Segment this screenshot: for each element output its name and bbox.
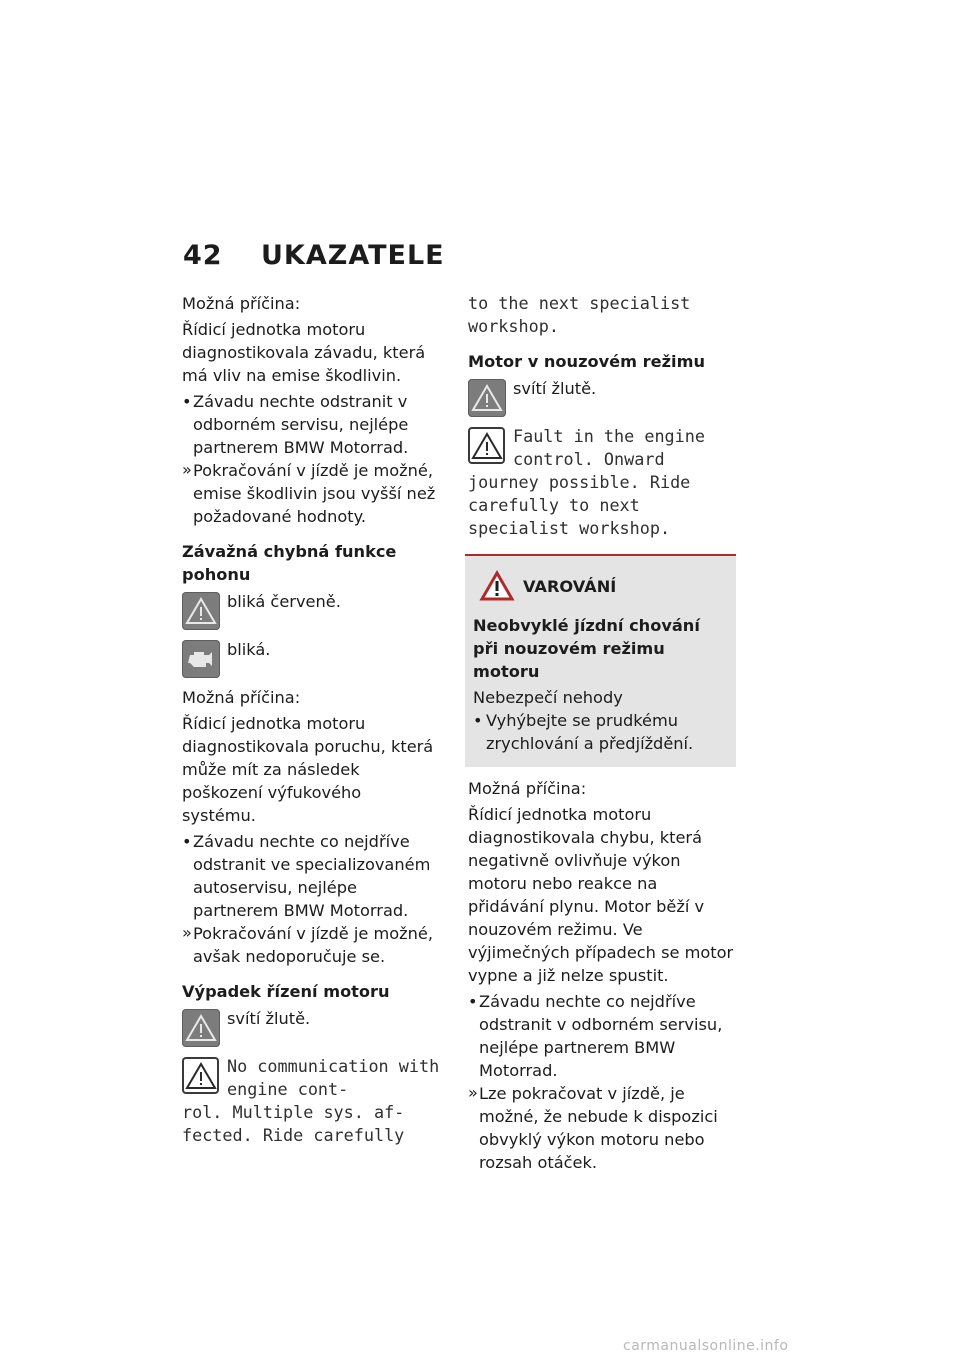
- warning-bullet: • Vyhýbejte se prudkému zrychlování a předjíždění.: [473, 709, 728, 755]
- section-heading: Výpadek řízení motoru: [182, 982, 390, 1001]
- warning-text: Nebezpečí nehody: [473, 688, 623, 707]
- action-bullet: • Závadu nechte co nejdříve odstranit v odborném servisu, nejlépe partnerem BMW Motorrad.: [468, 990, 736, 1082]
- indicator-row: [182, 638, 440, 678]
- warning-title: VAROVÁNÍ: [523, 576, 617, 596]
- display-text-rest: journey possible. Ride carefully to next specialist workshop.: [468, 472, 691, 538]
- indicator-text: svítí žlutě.: [513, 379, 597, 398]
- indicator-text: bliká červeně.: [227, 592, 341, 611]
- display-message: [468, 425, 736, 540]
- result-arrow: » Lze pokračovat v jízdě, je možné, že nebude k dispozici obvyklý výkon motoru nebo rozsah otáček.: [468, 1082, 736, 1174]
- indicator-text: bliká.: [227, 640, 271, 659]
- left-column: [182, 292, 440, 1157]
- indicator-row: [182, 590, 440, 630]
- page-number: 42: [183, 240, 223, 271]
- display-text-first: Fault in the engine control. Onward: [513, 426, 705, 469]
- cause-label: Možná příčina:: [468, 779, 587, 798]
- warning-bold-text: Neobvyklé jízdní chování při nouzovém režimu motoru: [473, 616, 700, 681]
- right-column: [468, 292, 736, 1174]
- result-arrow: » Pokračování v jízdě je možné, emise škodlivin jsou vyšší než požadované hodnoty.: [182, 459, 440, 528]
- section-heading: Závažná chybná funkce pohonu: [182, 542, 397, 584]
- cause-text: Řídicí jednotka motoru diagnostikovala závadu, která má vliv na emise škodlivin.: [182, 320, 426, 385]
- action-bullet: • Závadu nechte co nejdříve odstranit ve specializovaném autoservisu, nejlépe partnerem BMW Motorrad.: [182, 830, 440, 922]
- general-warning-icon: [182, 1009, 220, 1047]
- display-text-continued: to the next specialist workshop.: [468, 293, 691, 336]
- watermark: carmanualsonline.info: [623, 1338, 789, 1354]
- general-warning-icon: [468, 379, 506, 417]
- result-arrow: » Pokračování v jízdě je možné, avšak nedoporučuje se.: [182, 922, 440, 968]
- cause-text: Řídicí jednotka motoru diagnostikovala poruchu, která může mít za následek poškození výfukového systému.: [182, 714, 434, 825]
- indicator-row: [468, 377, 736, 417]
- cause-label: Možná příčina:: [182, 688, 301, 707]
- display-text-first: No communication with engine cont-: [227, 1056, 440, 1099]
- cause-label: Možná příčina:: [182, 294, 301, 313]
- page-header: [183, 240, 445, 271]
- indicator-row: [182, 1007, 440, 1047]
- section-heading: Motor v nouzovém režimu: [468, 352, 705, 371]
- display-warning-icon: [182, 1057, 219, 1094]
- general-warning-icon: [182, 592, 220, 630]
- display-warning-icon: [468, 427, 505, 464]
- cause-text: Řídicí jednotka motoru diagnostikovala chybu, která negativně ovlivňuje výkon motoru nebo reakce na přidávání plynu. Motor běží v nouzovém režimu. Ve výjimečných případech se motor vypne a již nelze spustit.: [468, 805, 734, 985]
- page-title: UKAZATELE: [261, 240, 445, 271]
- display-message: [182, 1055, 440, 1147]
- warning-box: [465, 554, 736, 767]
- engine-icon: [182, 640, 220, 678]
- action-bullet: • Závadu nechte odstranit v odborném servisu, nejlépe partnerem BMW Motorrad.: [182, 390, 440, 459]
- warning-heading: [473, 570, 728, 602]
- indicator-text: svítí žlutě.: [227, 1009, 311, 1028]
- display-text-rest: rol. Multiple sys. af-fected. Ride carefully: [182, 1102, 405, 1145]
- warning-triangle-icon: [479, 570, 515, 602]
